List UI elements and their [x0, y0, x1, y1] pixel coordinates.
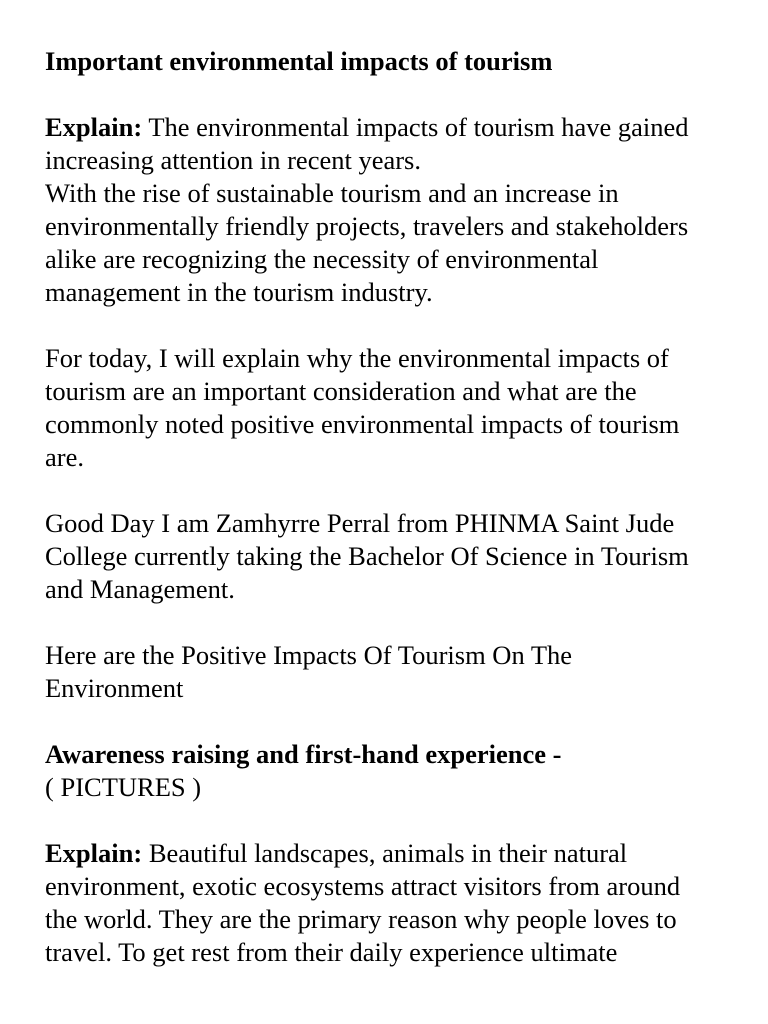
intro-text-1: The environmental impacts of tourism have gained [142, 112, 689, 142]
today-text-4: are. [45, 442, 84, 472]
explain2-text-3: the world. They are the primary reason why people loves to [45, 904, 677, 934]
paragraph-gap [45, 606, 728, 639]
intro-text-2: increasing attention in recent years. [45, 145, 421, 175]
intro-text-3: With the rise of sustainable tourism and an increase in [45, 178, 619, 208]
document-title: Important environmental impacts of tourism [45, 46, 553, 76]
intro-text-6: management in the tourism industry. [45, 277, 433, 307]
greeting-paragraph [45, 507, 728, 606]
paragraph-gap [45, 804, 728, 837]
positive-text-2: Environment [45, 673, 184, 703]
explain-label: Explain: [45, 838, 143, 868]
explain2-text-1: Beautiful landscapes, animals in their natural [142, 838, 628, 868]
positive-paragraph [45, 639, 728, 705]
greeting-text-2: College currently taking the Bachelor Of Science in Tourism [45, 541, 689, 571]
today-paragraph [45, 342, 728, 474]
intro-paragraph [45, 111, 728, 309]
today-text-2: tourism are an important consideration and what are the [45, 376, 637, 406]
today-text-1: For today, I will explain why the environmental impacts of [45, 343, 669, 373]
paragraph-gap [45, 474, 728, 507]
pictures-note: ( PICTURES ) [45, 772, 202, 802]
explain2-line-1 [45, 837, 728, 870]
paragraph-gap [45, 309, 728, 342]
explain-label: Explain: [45, 112, 143, 142]
positive-text-1: Here are the Positive Impacts Of Tourism On The [45, 640, 573, 670]
paragraph-gap [45, 705, 728, 738]
awareness-section [45, 738, 728, 804]
greeting-text-3: and Management. [45, 574, 235, 604]
intro-text-4: environmentally friendly projects, travelers and stakeholders [45, 211, 689, 241]
today-text-3: commonly noted positive environmental impacts of tourism [45, 409, 680, 439]
explain-paragraph [45, 837, 728, 969]
intro-line-1 [45, 111, 728, 144]
awareness-heading: Awareness raising and first-hand experience - [45, 739, 562, 769]
intro-text-5: alike are recognizing the necessity of environmental [45, 244, 599, 274]
explain2-text-4: travel. To get rest from their daily experience ultimate [45, 937, 618, 967]
greeting-text-1: Good Day I am Zamhyrre Perral from PHINMA Saint Jude [45, 508, 675, 538]
explain2-text-2: environment, exotic ecosystems attract visitors from around [45, 871, 681, 901]
